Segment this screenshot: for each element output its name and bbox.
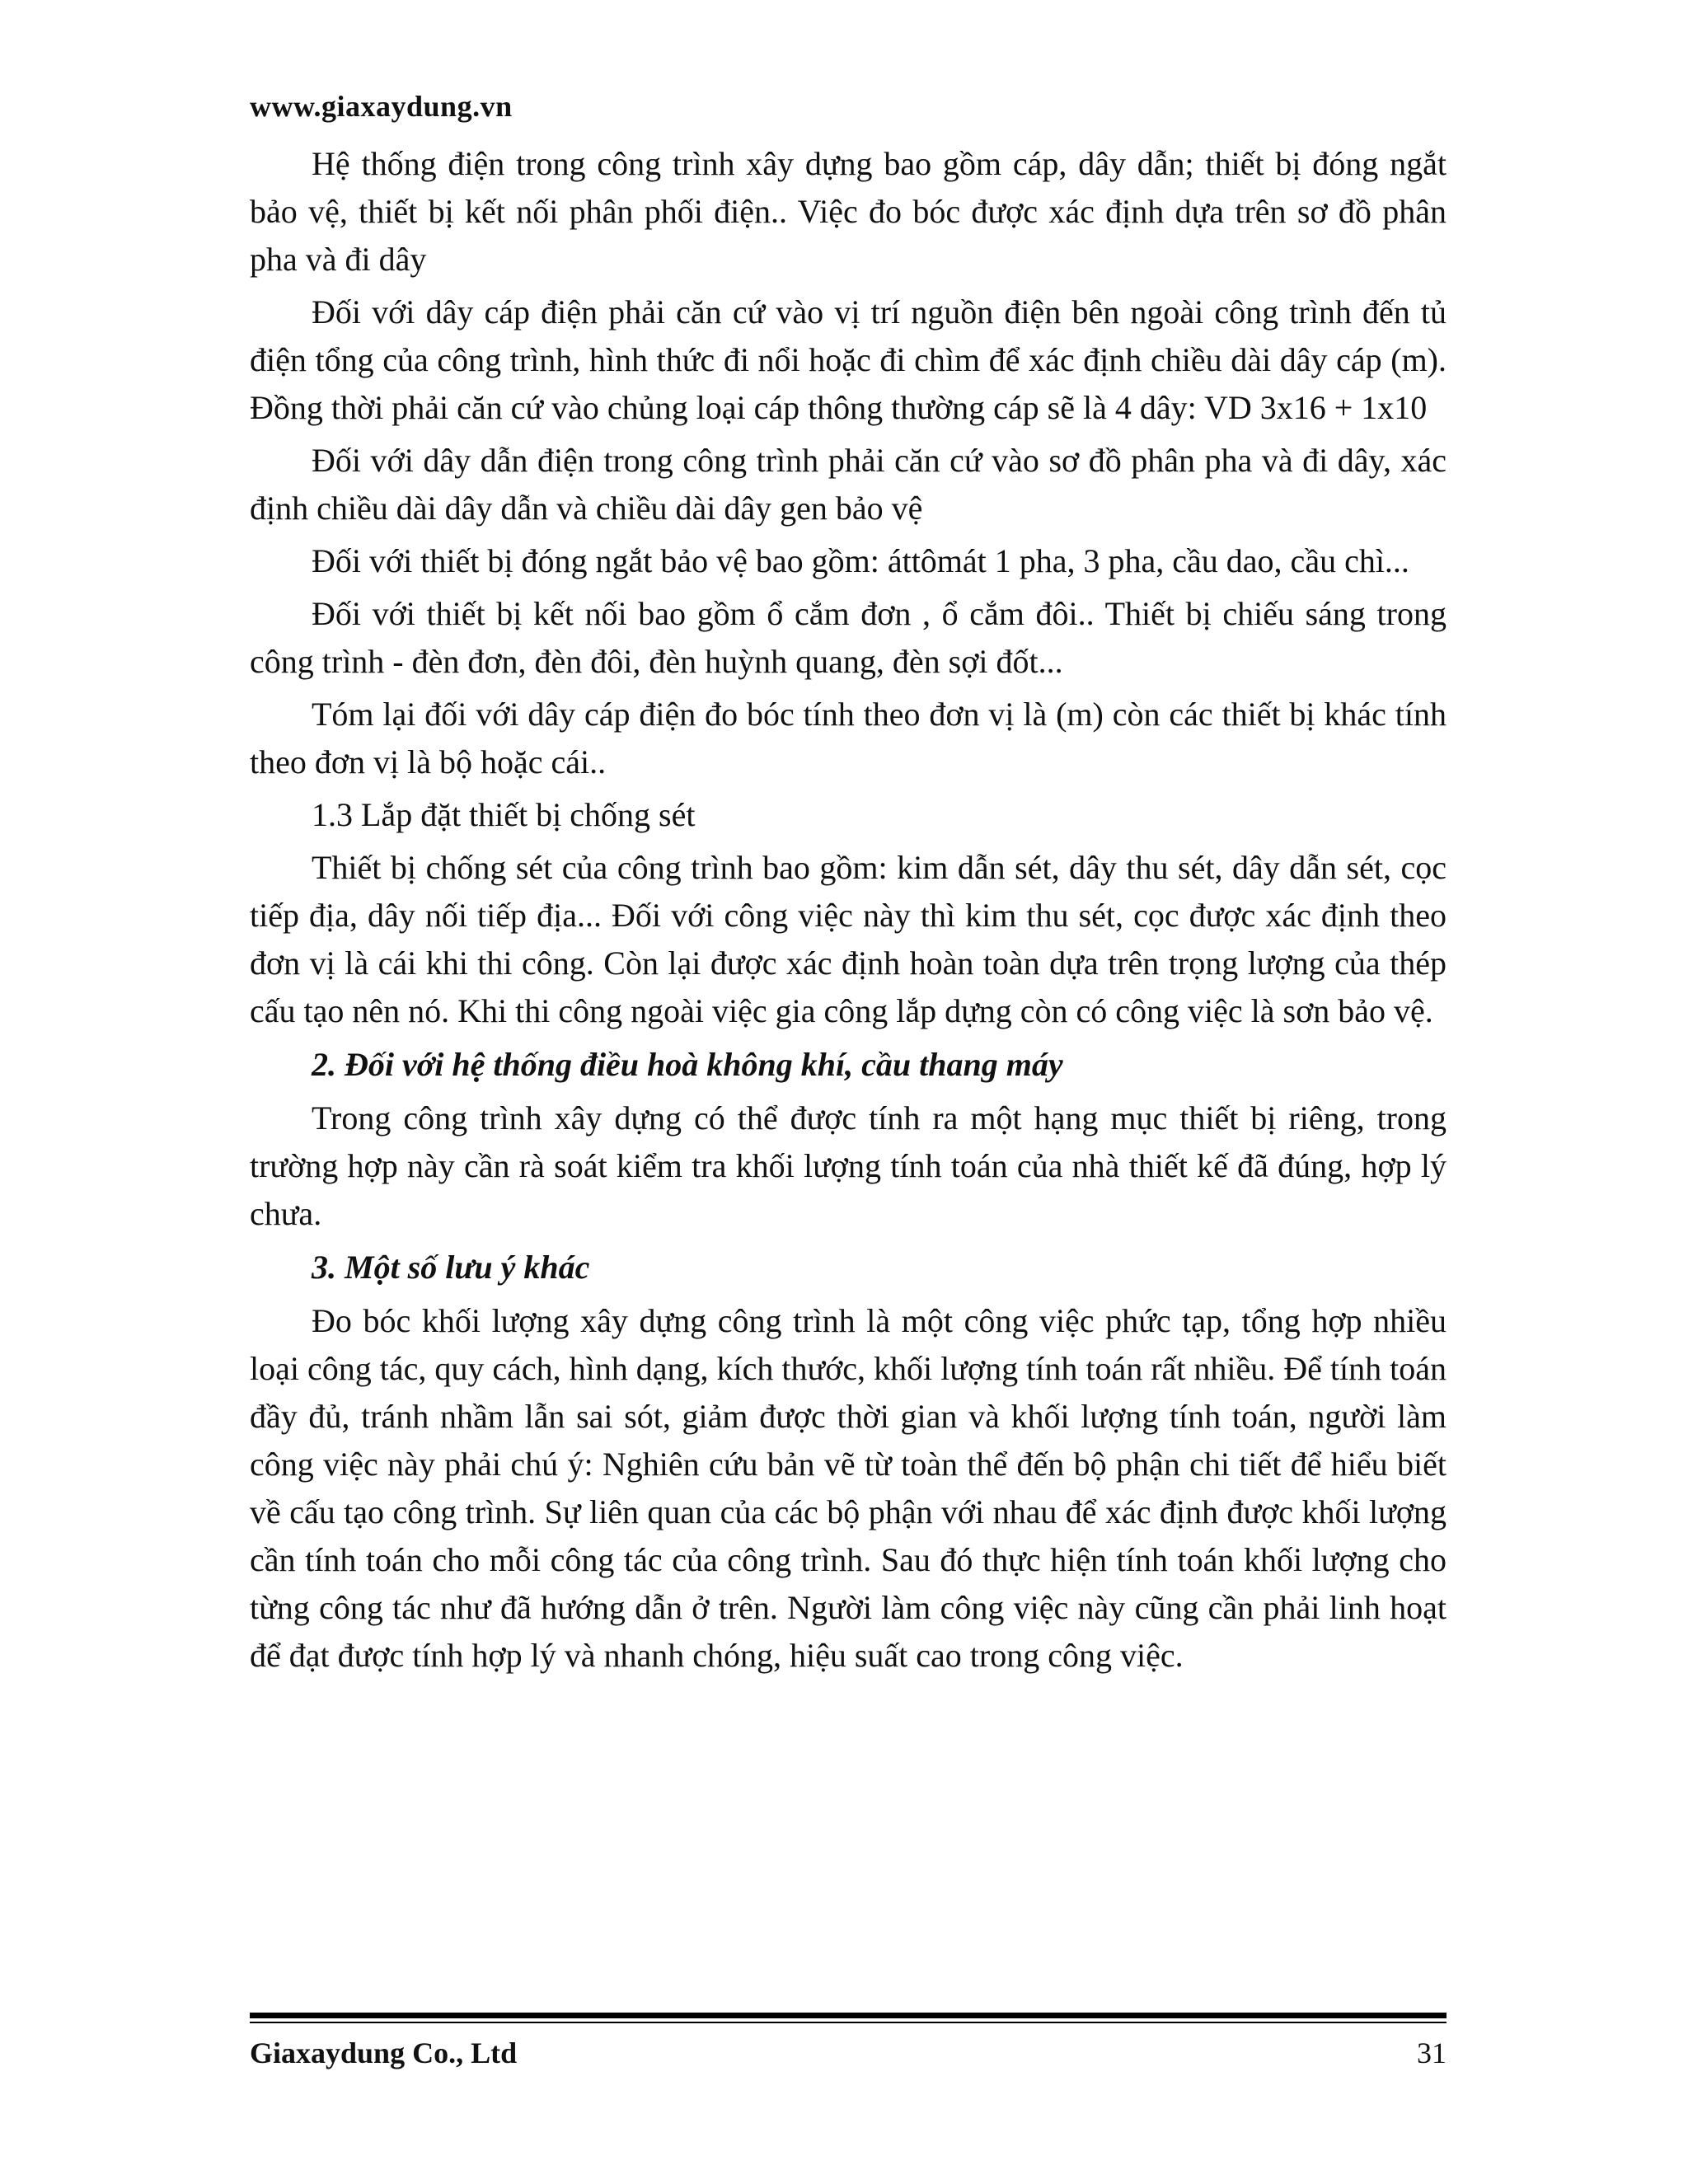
paragraph-hvac-elevator: Trong công trình xây dựng có thể được tính ra một hạng mục thiết bị riêng, trong trường hợp này cần rà soát kiểm tra khối lượng tính toán của nhà thiết kế đã đúng, hợp lý chưa. [250, 1099, 1447, 1232]
footer-divider-thick [250, 2013, 1447, 2018]
paragraph-electrical-system: Hệ thống điện trong công trình xây dựng bao gồm cáp, dây dẫn; thiết bị đóng ngắt bảo vệ, thiết bị kết nối phân phối điện.. Việc đo bóc được xác định dựa trên sơ đồ phân pha và đi dây [250, 145, 1447, 278]
section-heading-lightning: 1.3 Lắp đặt thiết bị chống sét [312, 796, 696, 833]
section-heading-other-notes: 3. Một số lưu ý khác [312, 1249, 590, 1286]
paragraph-connection-devices: Đối với thiết bị kết nối bao gồm ổ cắm đơn , ổ cắm đôi.. Thiết bị chiếu sáng trong công trình - đèn đơn, đèn đôi, đèn huỳnh quang, đèn sợi đốt... [250, 595, 1447, 680]
paragraph-protection-devices: Đối với thiết bị đóng ngắt bảo vệ bao gồm: áttômát 1 pha, 3 pha, cầu dao, cầu chì... [312, 542, 1409, 579]
paragraph-other-notes: Đo bóc khối lượng xây dựng công trình là một công việc phức tạp, tổng hợp nhiều loại công tác, quy cách, hình dạng, kích thước, khối lượng tính toán rất nhiều. Để tính toán đầy đủ, tránh nhầm lẫn sai sót, giảm được thời gian và khối lượng tính toán, người làm công việc này phải chú ý: Nghiên cứu bản vẽ từ toàn thể đến bộ phận chi tiết để hiểu biết về cấu tạo công trình. Sự liên quan của các bộ phận với nhau để xác định được khối lượng cần tính toán cho mỗi công tác của công trình. Sau đó thực hiện tính toán khối lượng cho từng công tác như đã hướng dẫn ở trên. Người làm công việc này cũng cần phải linh hoạt để đạt được tính hợp lý và nhanh chóng, hiệu suất cao trong công việc. [250, 1302, 1447, 1674]
footer-company-name: Giaxaydung Co., Ltd [250, 2036, 518, 2069]
paragraph-power-cable: Đối với dây cáp điện phải căn cứ vào vị trí nguồn điện bên ngoài công trình đến tủ điện tổng của công trình, hình thức đi nổi hoặc đi chìm để xác định chiều dài dây cáp (m). Đồng thời phải căn cứ vào chủng loại cáp thông thường cáp sẽ là 4 dây: VD 3x16 + 1x10 [250, 293, 1447, 426]
paragraph-wiring: Đối với dây dẫn điện trong công trình phải căn cứ vào sơ đồ phân pha và đi dây, xác định chiều dài dây dẫn và chiều dài dây gen bảo vệ [250, 442, 1447, 527]
paragraph-summary: Tóm lại đối với dây cáp điện đo bóc tính theo đơn vị là (m) còn các thiết bị khác tính theo đơn vị là bộ hoặc cái.. [250, 696, 1447, 780]
page-number: 31 [1417, 2036, 1447, 2069]
paragraph-lightning-equipment: Thiết bị chống sét của công trình bao gồm: kim dẫn sét, dây thu sét, dây dẫn sét, cọc tiếp địa, dây nối tiếp địa... Đối với công việc này thì kim thu sét, cọc được xác định theo đơn vị là cái khi thi công. Còn lại được xác định hoàn toàn dựa trên trọng lượng của thép cấu tạo nên nó. Khi thi công ngoài việc gia công lắp dựng còn có công việc là sơn bảo vệ. [250, 849, 1447, 1029]
document-body [250, 140, 1447, 1685]
header-url: www.giaxaydung.vn [250, 90, 513, 123]
section-heading-hvac-elevator: 2. Đối với hệ thống điều hoà không khí, cầu thang máy [312, 1046, 1063, 1083]
footer-divider-thin [250, 2022, 1447, 2023]
